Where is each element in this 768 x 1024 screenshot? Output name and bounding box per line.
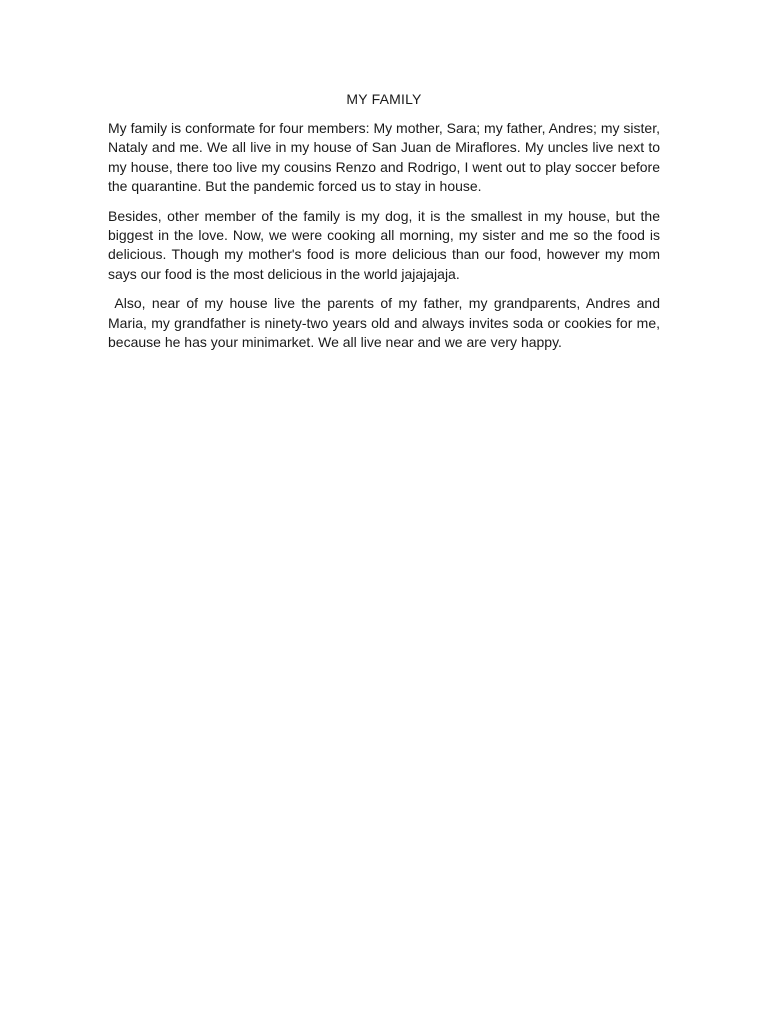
document-body [108,119,664,362]
paragraph-family-members: My family is conformate for four members: My mother, Sara; my father, Andres; my sister, Nataly and me. We all live in my house of San Juan de Miraflores. My uncles live next to my house, there too live my cousins Renzo and Rodrigo, I went out to play soccer before the quarantine. But the pandemic forced us to stay in house. [108,120,660,195]
paragraph-dog-cooking: Besides, other member of the family is my dog, it is the smallest in my house, but the biggest in the love. Now, we were cooking all morning, my sister and me so the food is delicious. Though my mother's food is more delicious than our food, however my mom says our food is the most delicious in the world jajajajaja. [108,207,660,282]
paragraph-grandparents: Also, near of my house live the parents of my father, my grandparents, Andres and Maria, my grandfather is ninety-two years old and always invites soda or cookies for me, because he has your minimarket. We all live near and we are very happy. [108,295,664,351]
document-title: MY FAMILY [346,91,422,107]
